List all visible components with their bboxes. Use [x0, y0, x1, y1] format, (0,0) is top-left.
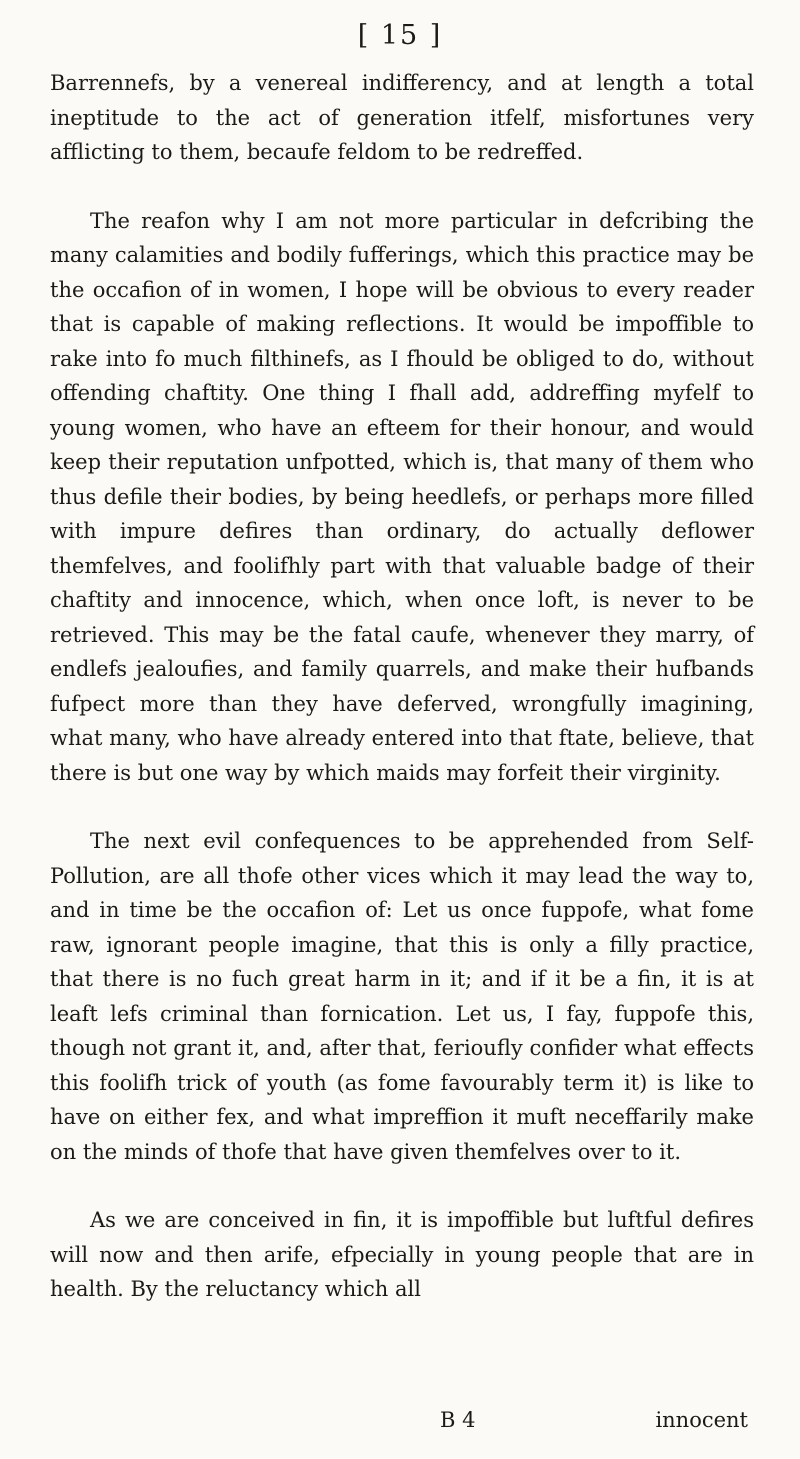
- paragraph-2: The reafon why I am not more particular in defcribing the many calamities and bodily fufferings, which this practice may be the occafion of in women, I hope will be obvious to every reader that is capable of making reflections. It would be impoffible to rake into fo much filthinefs, as I fhould be obliged to do, without offending chaftity. One thing I fhall add, addreffing myfelf to young women, who have an efteem for their honour, and would keep their reputation unfpotted, which is, that many of them who thus defile their bodies, by being heedlefs, or perhaps more filled with impure defires than ordinary, do actually deflower themfelves, and foolifhly part with that valuable badge of their chaftity and innocence, which, when once loft, is never to be retrieved. This may be the fatal caufe, whenever they marry, of endlefs jealoufies, and family quarrels, and make their hufbands fufpect more than they have deferved, wrongfully imagining, what many, who have already entered into that ftate, believe, that there is but one way by which maids may forfeit their virginity.: [50, 208, 754, 785]
- catchword: innocent: [655, 1408, 748, 1432]
- page-number: [ 15 ]: [357, 20, 443, 51]
- paragraph-4: As we are conceived in fin, it is impoffible but luftful defires will now and then arife, efpecially in young people that are in health. By the reluctancy which all: [50, 1208, 754, 1301]
- body-text: [50, 66, 754, 1307]
- signature-mark: B 4: [440, 1408, 476, 1432]
- paragraph-1: Barrennefs, by a venereal indifferency, and at length a total ineptitude to the act of generation itfelf, misfortunes very afflicting to them, becaufe feldom to be redreffed.: [50, 71, 754, 164]
- page-footer: [50, 1403, 754, 1439]
- paragraph-3: The next evil confequences to be apprehended from Self-Pollution, are all thofe other vices which it may lead the way to, and in time be the occafion of: Let us once fuppofe, what fome raw, ignorant people imagine, that this is only a filly practice, that there is no fuch great harm in it; and if it be a fin, it is at leaft lefs criminal than fornication. Let us, I fay, fuppofe this, though not grant it, and, after that, ferioufly confider what effects this foolifh trick of youth (as fome favourably term it) is like to have on either fex, and what impreffion it muft neceffarily make on the minds of thofe that have given themfelves over to it.: [50, 829, 754, 1164]
